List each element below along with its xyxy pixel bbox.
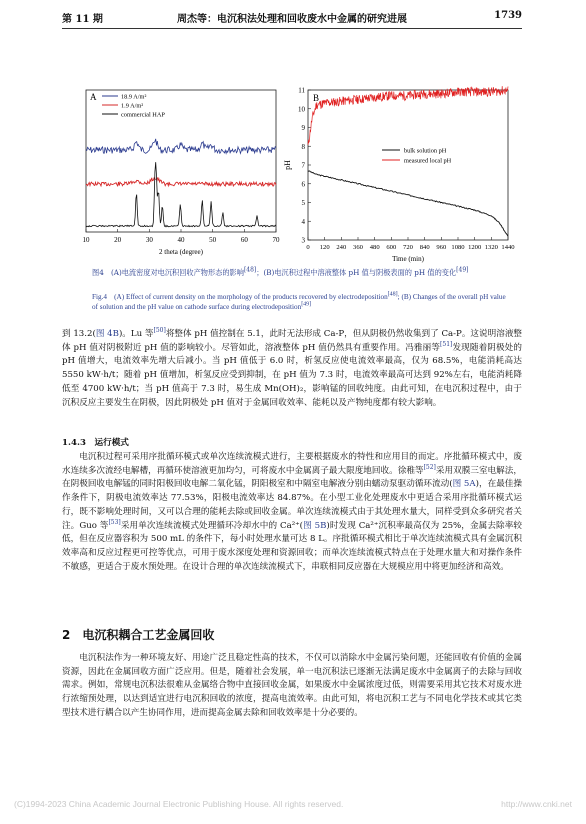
panel-a-label: A xyxy=(90,92,97,102)
x-tick-label: 50 xyxy=(209,236,217,244)
figure-panel-b xyxy=(280,84,515,264)
y-tick-label: 8 xyxy=(301,142,305,151)
x-tick-label: 960 xyxy=(436,244,447,251)
citation-link[interactable]: [53] xyxy=(108,518,121,526)
subsection-title: 1.4.3 运行模式 xyxy=(62,438,129,448)
x-tick-label: 720 xyxy=(403,244,413,251)
x-tick-label: 240 xyxy=(336,244,347,251)
x-tick-label: 480 xyxy=(369,244,380,251)
legend-label-3: commercial HAP xyxy=(121,111,165,119)
legend-label-bulk: bulk solution pH xyxy=(404,147,447,155)
page-number: 1739 xyxy=(494,10,522,21)
legend-label-1: 18.9 A/m² xyxy=(121,93,147,101)
panel-a-xlabel: 2 theta (degree) xyxy=(159,248,203,256)
x-tick-label: 10 xyxy=(82,236,90,244)
figure-caption-en: Fig.4 (A) Effect of current density on the morphology of the products recovered by electrodeposition[48]; (B) Changes of the overall pH value of solution and the pH value on cathode surface during electrodeposition[49] xyxy=(92,291,506,311)
y-tick-label: 5 xyxy=(301,199,305,207)
panel-b-frame xyxy=(308,90,508,240)
figure-ref-link[interactable]: 图 5B xyxy=(303,520,327,531)
y-tick-label: 10 xyxy=(298,105,305,114)
citation-link[interactable]: [52] xyxy=(423,463,436,471)
paragraph-coupling-intro: 电沉积法作为一种环境友好、用途广泛且稳定性高的技术，不仅可以消除水中金属污染问题，还能回收有价值的金属资源，因此在金属回收方面广泛应用。但是，随着社会发展，单一电沉积法已逐渐无法满足废水中金属离子的去除与回收需求。例如，常规电沉积法很难从金属络合物中直接回收金属，如果废水中金属浓度过低，则需要采用其它技术对废水进行浓缩预处理，以达到适宜进行电沉积回收的浓度，提高电流效率。由此可知，将电沉积工艺与不同电化学技术或其它类型技术进行耦合以产生协同作用，进而提高金属去除和回收效率是十分必要的。 xyxy=(62,653,522,718)
header-rule xyxy=(62,28,522,29)
running-header xyxy=(62,10,522,24)
running-title: 周杰等：电沉积法处理和回收废水中金属的研究进展 xyxy=(177,14,407,25)
x-tick-label: 40 xyxy=(177,236,185,244)
x-tick-label: 70 xyxy=(272,236,280,244)
figure-ref-link[interactable]: 图 4B xyxy=(95,329,119,339)
x-tick-label: 0 xyxy=(306,244,310,251)
section-title: 2 电沉积耦合工艺金属回收 xyxy=(62,628,215,642)
cnki-url[interactable]: http://www.cnki.net xyxy=(501,799,572,809)
paragraph-ph-effect: 到 13.2(图 4B)。Lu 等[50]将整体 pH 值控制在 5.1，此时无法形成 Ca-P，但从阴极仍然收集到了 Ca-P。这说明溶液整体 pH 值对阴极附近 pH 值的影响较小。尽管如此，溶液整体 pH 值仍然具有重要作用。冯雅丽等[51]发现随着阴极处的 pH 值增大，电流效率先增大后减小。当 pH 值低于 6.0 时，析氢反应使电流效率最高，仅为 68.5%，电能消耗高达 5550 kW·h/t；随着 pH 值增加，析氢反应受到抑制，在 pH 值为 7.3 时，电流效率最高可达到 92%左右，电能消耗降低至 4700 kW·h/t；当 pH 值高于 7.3 时，易生成 Mn(OH)₂，影响锰的回收纯度。由此可知，在电沉积过程中，由于沉积反应主要发生在阴极，因此阴极处 pH 值对于金属回收效率、能耗以及产物纯度都有较大影响。 xyxy=(62,327,523,408)
paragraph-operation-mode: 电沉积过程可采用序批循环模式或单次连续流模式进行，主要根据废水的特性和应用目的而定。序批循环模式中，废水连续多次流经电解槽，再循环使溶液更加均匀，可将废水中金属离子最大限度地回收。徐稚等[52]采用双膜三室电解法，在阴极回收电解锰的同时阳极回收电解二氧化锰，阴阳极室和中隔室电解液分别由蠕动泵驱动循环流动(图 5A)，在最佳操作条件下，阴极电流效率达 77.53%，阳极电流效率达 84.87%。在小型工业化处理废水中更适合采用序批循环模式运行，既不影响处理时间，又可以合理的能耗去除或回收金属。单次连续流模式由于其处理水量大，同样受到众多研究者关注。Guo 等[53]采用单次连续流模式处理循环冷却水中的 Ca²⁺(图 5B)时发现 Ca²⁺沉积率最高仅为 25%，金属去除率较低，但在反应器容积为 500 mL 的条件下，每小时处理水量可达 8 L。序批循环模式相比于单次连续流模式具有金属沉积效率高和反应过程更可控等优点，可用于废水深度处理和资源回收；而单次连续流模式特点在于处理水量大和对操作条件不敏感，更适合于废水预处理。在设计合理的单次连续流模式下，串联相同反应器在大规模应用中将更加经济和高效。 xyxy=(62,452,523,572)
series-local-ph-line xyxy=(308,86,508,145)
x-tick-label: 360 xyxy=(353,244,363,251)
x-tick-label: 20 xyxy=(114,236,122,244)
y-tick-label: 3 xyxy=(301,236,305,245)
x-tick-label: 1440 xyxy=(501,244,515,251)
panel-b-ylabel: pH xyxy=(283,160,292,170)
copyright-text: (C)1994-2023 China Academic Journal Electronic Publishing House. All rights reserved. xyxy=(14,799,344,809)
figure-ref-link[interactable]: 图 5A xyxy=(452,479,476,490)
legend-label-2: 1.9 A/m² xyxy=(121,102,144,110)
x-tick-label: 840 xyxy=(419,244,430,251)
x-tick-label: 1320 xyxy=(484,244,498,251)
figure-panel-a xyxy=(62,84,292,264)
x-tick-label: 1200 xyxy=(468,244,482,251)
series-commercial-hap-line xyxy=(86,162,276,227)
panel-b-xlabel: Time (min) xyxy=(392,255,424,263)
x-tick-label: 30 xyxy=(145,236,153,244)
citation-link[interactable]: [50] xyxy=(153,327,166,335)
issue-number: 第 11 期 xyxy=(62,14,103,25)
y-tick-label: 6 xyxy=(301,180,305,189)
copyright-footer xyxy=(14,799,572,809)
x-tick-label: 60 xyxy=(240,236,248,244)
x-tick-label: 600 xyxy=(386,244,397,251)
figure-caption-cn: 图4 (A)电流密度对电沉积回收产物形态的影响[48]；(B)电沉积过程中溶液整体 pH 值与阴极表面的 pH 值的变化[49] xyxy=(92,266,469,277)
x-tick-label: 1080 xyxy=(451,244,465,251)
y-tick-label: 9 xyxy=(301,124,305,132)
citation-link[interactable]: [51] xyxy=(440,340,453,348)
y-tick-label: 4 xyxy=(301,217,305,226)
series-1-9-line xyxy=(86,178,276,186)
series-bulk-ph-line xyxy=(308,171,508,237)
legend-label-local: measured local pH xyxy=(404,157,452,165)
panel-b-label: B xyxy=(313,93,320,103)
x-tick-label: 120 xyxy=(319,244,330,251)
y-tick-label: 7 xyxy=(301,161,305,170)
series-18-9-line xyxy=(86,139,276,154)
y-tick-label: 11 xyxy=(298,86,305,95)
